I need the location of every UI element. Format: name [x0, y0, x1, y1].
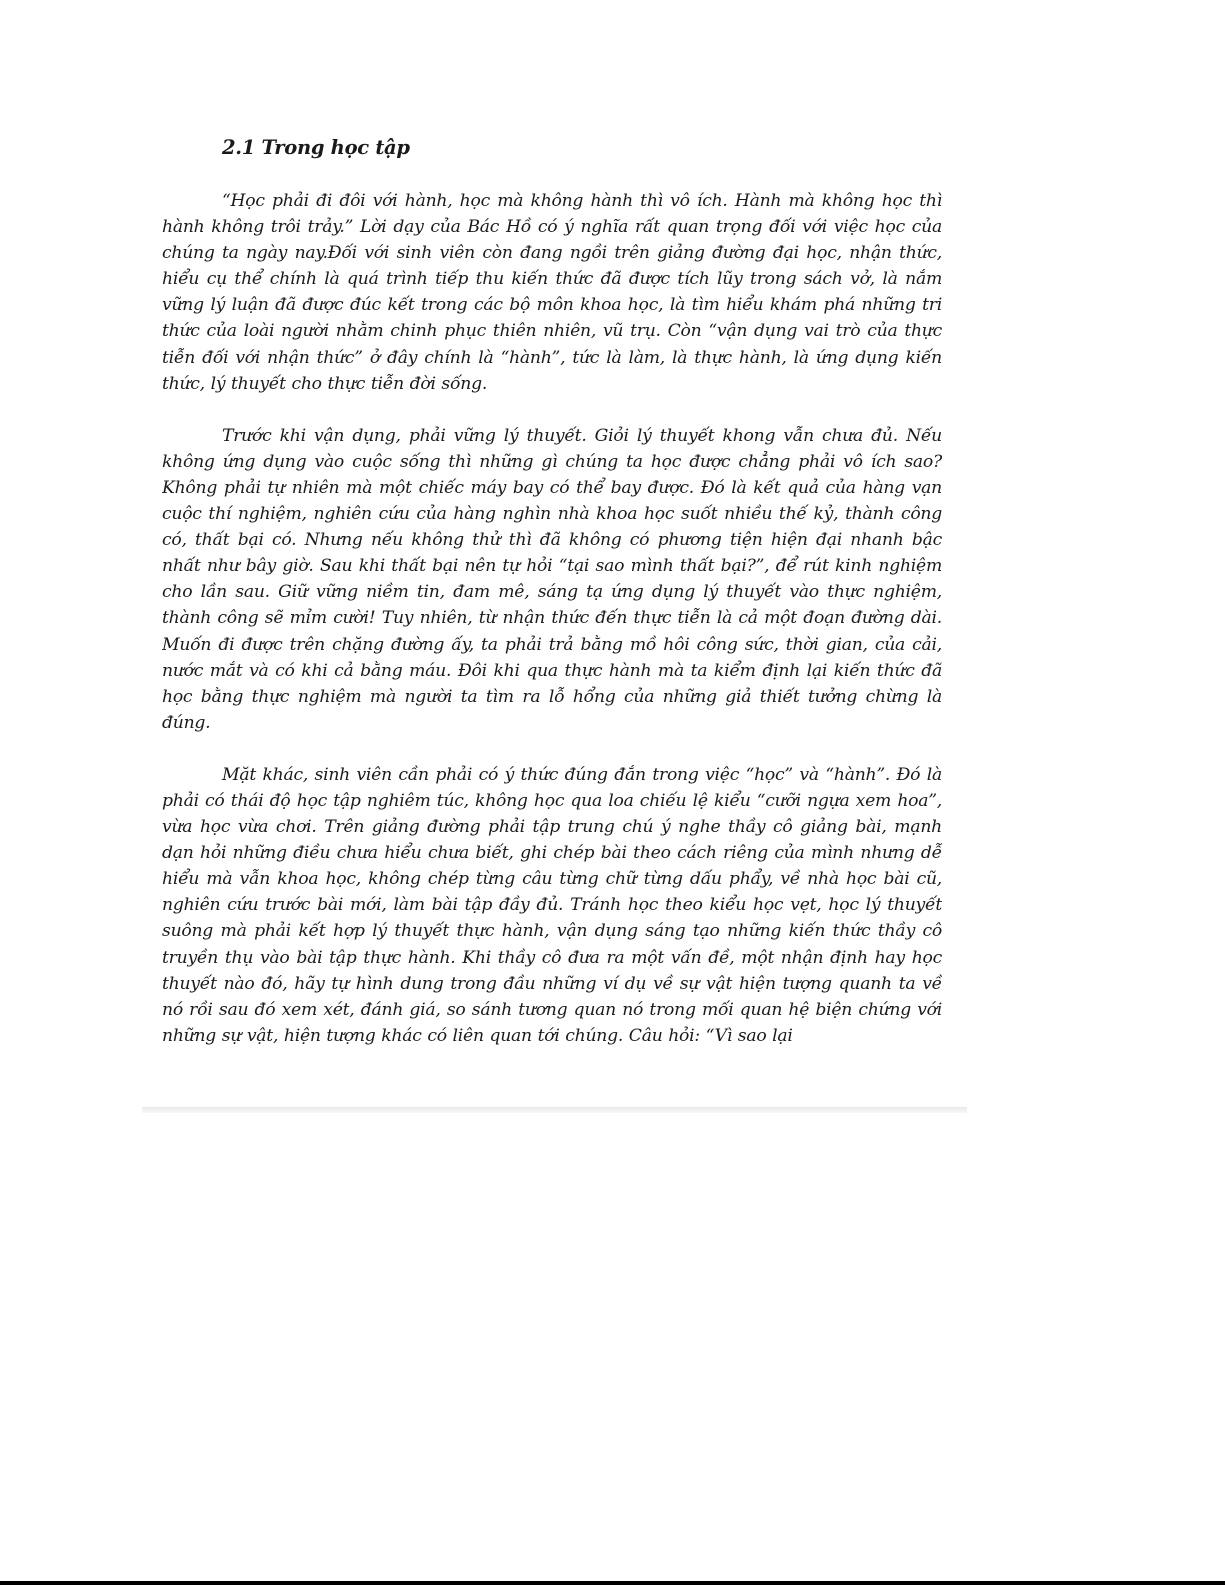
document-body: [162, 188, 942, 1112]
paragraph-3: Mặt khác, sinh viên cần phải có ý thức đúng đắn trong việc “học” và “hành”. Đó là phải có thái độ học tập nghiêm túc, không học qua loa chiếu lệ kiểu “cưỡi ngựa xem hoa”, vừa học vừa chơi. Trên giảng đường phải tập trung chú ý nghe thầy cô giảng bài, mạnh dạn hỏi những điều chưa hiểu chưa biết, ghi chép bài theo cách riêng của mình nhưng dễ hiểu mà vẫn khoa học, không chép từng câu từng chữ từng dấu phẩy, về nhà học bài cũ, nghiên cứu trước bài mới, làm bài tập đầy đủ. Tránh học theo kiểu học vẹt, học lý thuyết suông mà phải kết hợp lý thuyết thực hành, vận dụng sáng tạo những kiến thức thầy cô truyền thụ vào bài tập thực hành. Khi thầy cô đưa ra một vấn đề, một nhận định hay học thuyết nào đó, hãy tự hình dung trong đầu những ví dụ về sự vật hiện tượng quanh ta về nó rồi sau đó xem xét, đánh giá, so sánh tương quan nó trong mối quan hệ biện chứng với những sự vật, hiện tượng khác có liên quan tới chúng. Câu hỏi: “Vì sao lại: [162, 764, 942, 1046]
section-heading: 2.1 Trong học tập: [222, 136, 410, 159]
paragraph-2: Trước khi vận dụng, phải vững lý thuyết. Giỏi lý thuyết khong vẫn chưa đủ. Nếu không ứng dụng vào cuộc sống thì những gì chúng ta học được chẳng phải vô ích sao? Không phải tự nhiên mà một chiếc máy bay có thể bay được. Đó là kết quả của hàng vạn cuộc thí nghiệm, nghiên cứu của hàng nghìn nhà khoa học suốt nhiều thế kỷ, thành công có, thất bại có. Nhưng nếu không thử thì đã không có phương tiện hiện đại nhanh bậc nhất như bây giờ. Sau khi thất bại nên tự hỏi “tại sao mình thất bại?”, để rút kinh nghiệm cho lần sau. Giữ vững niềm tin, đam mê, sáng tạ ứng dụng lý thuyết vào thực nghiệm, thành công sẽ mỉm cười! Tuy nhiên, từ nhận thức đến thực tiễn là cả một đoạn đường dài. Muốn đi được trên chặng đường ấy, ta phải trả bằng mồ hôi công sức, thời gian, của cải, nước mắt và có khi cả bằng máu. Đôi khi qua thực hành mà ta kiểm định lại kiến thức đã học bằng thực nghiệm mà người ta tìm ra lỗ hổng của những giả thiết tưởng chừng là đúng.: [162, 425, 942, 733]
page-cutoff-band: [142, 1107, 967, 1113]
bottom-border-line: [0, 1581, 1225, 1585]
paragraph-1: “Học phải đi đôi với hành, học mà không hành thì vô ích. Hành mà không học thì hành không trôi trảy.” Lời dạy của Bác Hồ có ý nghĩa rất quan trọng đối với việc học của chúng ta ngày nay.Đối với sinh viên còn đang ngồi trên giảng đường đại học, nhận thức, hiểu cụ thể chính là quá trình tiếp thu kiến thức đã được tích lũy trong sách vở, là nắm vững lý luận đã được đúc kết trong các bộ môn khoa học, là tìm hiểu khám phá những tri thức của loài người nhằm chinh phục thiên nhiên, vũ trụ. Còn “vận dụng vai trò của thực tiễn đối với nhận thức” ở đây chính là “hành”, tức là làm, là thực hành, là ứng dụng kiến thức, lý thuyết cho thực tiễn đời sống.: [162, 191, 942, 394]
